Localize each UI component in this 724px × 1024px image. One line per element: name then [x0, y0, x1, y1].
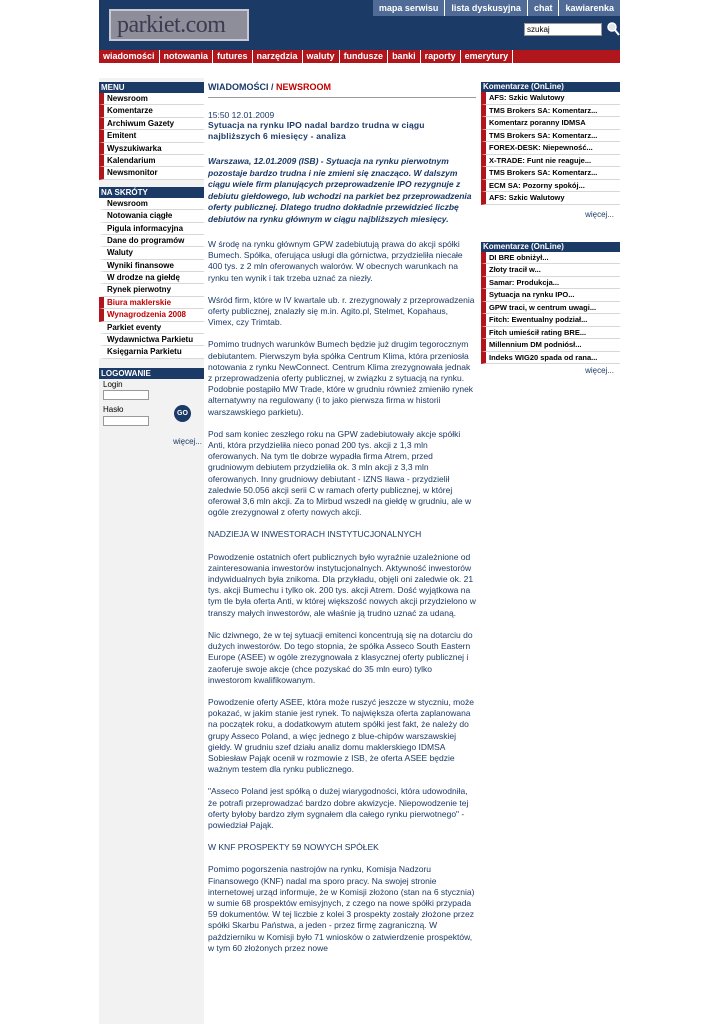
search-input[interactable]: szukaj: [524, 23, 602, 36]
nav-futures[interactable]: futures: [213, 50, 253, 63]
article-paragraph: W środę na rynku głównym GPW zadebiutują prawa do akcji spółki Bumech. Spółka, oferująca usługi dla górnictwa, przydzieliła niecałe 400 tys. z 2 mln oferowanych walorów. W obecnych warunkach na rynku ten wynik i tak trzeba uznać za niezły.: [208, 239, 463, 283]
comment-link[interactable]: AFS: Szkic Walutowy: [481, 92, 620, 105]
nav-notowania[interactable]: notowania: [160, 50, 214, 63]
article-paragraph: Powodzenie ostatnich ofert publicznych było wyraźnie uzależnione od zainteresowania inwestorów instytucjonalnych. Aktywność inwestorów indywidualnych była znikoma. Dla przykładu, objęli oni zaledwie ok. 21 tys. akcji Bumechu i tylko ok. 200 tys. akcji Atrem. Dość wyjątkowa na tym tle była oferta Anti, w której większość nowych akcji przydzielono w transzy małych inwestorów, ale właśnie ją trudno uznać za udaną.: [208, 551, 476, 618]
comment-link[interactable]: Millennium DM podniósł...: [481, 339, 620, 352]
shortcut-item[interactable]: Biura maklerskie: [99, 297, 204, 309]
comment-link[interactable]: Komentarz poranny IDMSA: [481, 117, 620, 130]
shortcut-item[interactable]: Parkiet eventy: [99, 322, 204, 334]
topnav-mapa-serwisu[interactable]: mapa serwisu: [373, 0, 445, 16]
menu-item[interactable]: Kalendarium: [99, 155, 204, 167]
topnav-chat[interactable]: chat: [527, 0, 559, 16]
article-paragraph: Nic dziwnego, że w tej sytuacji emitenci koncentrują się na dotarciu do dużych inwestorów. Do tego stopnia, że spółka Asseco South Eastern Europe (ASEE) w ogóle zrezygnowała z klasycznej oferty publicznej i zaoferuje swoje akcje (chce pozyskać do 35 mln euro) tylko inwestorom kwalifikowanym.: [208, 629, 473, 685]
article-paragraph: Wśród firm, które w IV kwartale ub. r. zrezygnowały z przeprowadzenia oferty publicznej, znalazły się m.in. Agito.pl, Stelmet, Kopahaus, Vimex, czy Trimtab.: [208, 294, 475, 328]
comment-link[interactable]: TMS Brokers SA: Komentarz...: [481, 105, 620, 118]
comments-heading: Komentarze (OnLine): [481, 82, 620, 92]
article-paragraph: Powodzenie oferty ASEE, która może ruszyć jeszcze w styczniu, może pokazać, w jakim stanie jest rynek. To największa oferta zaplanowana na początek roku, a dodatkowym atutem spółki jest fakt, że należy do grupy Asseco Poland, a więc jednego z blue-chipów warszawskiej giełdy. W grudniu szef działu analiz domu maklerskiego IDMSA Sobiesław Pająk ocenił w rozmowie z ISB, że oferta ASEE będzie ważnym testem dla rynku publicznego.: [208, 696, 474, 775]
comment-link[interactable]: Złoty tracił w...: [481, 264, 620, 277]
password-label: Hasło: [103, 404, 124, 414]
login-label: Login: [103, 379, 123, 389]
topnav-kawiarenka[interactable]: kawiarenka: [558, 0, 620, 16]
nav-banki[interactable]: banki: [388, 50, 421, 63]
article-column: [208, 82, 476, 954]
breadcrumb: [208, 82, 476, 98]
article-subheading: W KNF PROSPEKTY 59 NOWYCH SPÓŁEK: [208, 842, 379, 853]
comment-link[interactable]: ECM SA: Pozorny spokój...: [481, 180, 620, 193]
article-subheading: NADZIEJA W INWESTORACH INSTYTUCJONALNYCH: [208, 529, 422, 540]
shortcut-item[interactable]: Waluty: [99, 247, 204, 259]
menu-heading: MENU: [99, 82, 204, 93]
article-title: Sytuacja na rynku IPO nadal bardzo trudna w ciągu najbliższych 6 miesięcy - analiza: [208, 120, 425, 141]
nav-wiadomosci[interactable]: wiadomości: [99, 50, 160, 63]
main-navigation: [99, 50, 620, 63]
menu-item[interactable]: Newsmonitor: [99, 167, 204, 179]
login-more-link[interactable]: więcej...: [173, 436, 202, 446]
shortcut-item[interactable]: Wynagrodzenia 2008: [99, 309, 204, 321]
article-paragraph: Pod sam koniec zeszłego roku na GPW zadebiutowały akcje spółki Anti, która przydzieliła nieco ponad 200 tys. akcji z 1,3 mln oferowanych. Na tym tle dobrze wypadła firma Atrem, przed grudniowym debiutem przydzieliła ok. 3 mln akcji z 3,3 mln oferowanych. Inny grudniowy debiutant - IZNS Iława - przydzielił zaledwie 50.056 akcji serii C w ramach oferty publicznej, w której oferował 3,6 mln akcji. Za to Mirbud wszedł na giełdę w grudniu, ale w ogóle zrezygnował z oferty nowych akcji.: [208, 428, 472, 518]
comments-more-link[interactable]: więcej...: [585, 366, 614, 375]
nav-narzedzia[interactable]: narzędzia: [253, 50, 303, 63]
nav-fundusze[interactable]: fundusze: [340, 50, 389, 63]
shortcut-item[interactable]: Księgarnia Parkietu: [99, 346, 204, 358]
comment-link[interactable]: X-TRADE: Funt nie reaguje...: [481, 155, 620, 168]
shortcut-item[interactable]: Wyniki finansowe: [99, 260, 204, 272]
article-paragraph: Pomimo pogorszenia nastrojów na rynku, Komisja Nadzoru Finansowego (KNF) nadal ma sporo pracy. Na swojej stronie internetowej urząd informuje, że w Komisji złożono (stan na 6 stycznia) w sumie 68 prospektów emisyjnych, z czego na nowe spółki przypada 59 dokumentów. W tej liczbie z kolei 3 prospekty zostały złożone przez spółki Skarbu Państwa, a jeden - przez firmę zagraniczną. W październiku w Komisji było 71 wniosków o zatwierdzenie prospektów, w tym 60 złożonych przez nowe: [208, 864, 475, 953]
topnav-lista-dyskusyjna[interactable]: lista dyskusyjna: [444, 0, 527, 16]
password-field[interactable]: [103, 416, 149, 426]
shortcut-item[interactable]: Pigula informacyjna: [99, 223, 204, 235]
comment-link[interactable]: Fitch umieścił rating BRE...: [481, 327, 620, 340]
shortcut-item[interactable]: W drodze na giełdę: [99, 272, 204, 284]
comment-link[interactable]: Indeks WIG20 spada od rana...: [481, 352, 620, 365]
menu-item[interactable]: Komentarze: [99, 105, 204, 117]
breadcrumb-section[interactable]: WIADOMOŚCI: [208, 82, 269, 92]
nav-raporty[interactable]: raporty: [421, 50, 461, 63]
comment-link[interactable]: DI BRE obniżył...: [481, 252, 620, 265]
login-go-button[interactable]: GO: [174, 405, 191, 422]
comment-link[interactable]: AFS: Szkic Walutowy: [481, 192, 620, 205]
menu-item[interactable]: Archiwum Gazety: [99, 118, 204, 130]
comment-link[interactable]: TMS Brokers SA: Komentarz...: [481, 167, 620, 180]
comments-more-link[interactable]: więcej...: [585, 209, 614, 219]
comment-link[interactable]: FOREX-DESK: Niepewność...: [481, 142, 620, 155]
nav-emerytury[interactable]: emerytury: [461, 50, 514, 63]
article-paragraph: Pomimo trudnych warunków Bumech będzie już drugim tegorocznym debiutantem. Pierwszym była spółka Centrum Klima, która przeniosła notowania z rynku NewConnect. Centrum Klima zrezygnowała jednak z przeprowadzenia oferty publicznej, w związku z sytuacją na rynku. Podobnie postąpiło MW Trade, które w grudniu również zmieniło rynek alternatywny na regulowany (i to jako pierwsza firma w historii warszawskiego parkietu).: [208, 339, 474, 417]
top-navigation: [373, 0, 620, 16]
shortcut-item[interactable]: Newsroom: [99, 198, 204, 210]
article-datetime: 15:50 12.01.2009: [208, 110, 275, 120]
search-icon[interactable]: [606, 21, 620, 37]
shortcut-item[interactable]: Wydawnictwa Parkietu: [99, 334, 204, 346]
breadcrumb-subsection[interactable]: NEWSROOM: [276, 82, 332, 92]
comment-link[interactable]: Sytuacja na rynku IPO...: [481, 289, 620, 302]
menu-item[interactable]: Emitent: [99, 130, 204, 142]
login-heading: LOGOWANIE: [99, 368, 204, 379]
shortcut-item[interactable]: Rynek pierwotny: [99, 284, 204, 296]
site-header: [99, 0, 620, 50]
shortcuts-heading: NA SKRÓTY: [99, 187, 204, 198]
comment-link[interactable]: TMS Brokers SA: Komentarz...: [481, 130, 620, 143]
right-sidebar: [481, 82, 620, 375]
comments-heading: Komentarze (OnLine): [481, 242, 620, 252]
comment-link[interactable]: Samar: Produkcja...: [481, 277, 620, 290]
site-logo[interactable]: [109, 9, 249, 41]
article-body: [208, 239, 476, 954]
menu-item[interactable]: Wyszukiwarka: [99, 143, 204, 155]
left-sidebar: [99, 82, 204, 459]
logo-text: parkiet.com: [117, 12, 226, 38]
comment-link[interactable]: Fitch: Ewentualny podział...: [481, 314, 620, 327]
breadcrumb-separator: /: [268, 82, 277, 92]
menu-item[interactable]: Newsroom: [99, 93, 204, 105]
shortcut-item[interactable]: Notowania ciągłe: [99, 210, 204, 222]
login-field[interactable]: [103, 390, 149, 400]
comment-link[interactable]: GPW traci, w centrum uwagi...: [481, 302, 620, 315]
nav-waluty[interactable]: waluty: [303, 50, 340, 63]
article-lead: Warszawa, 12.01.2009 (ISB) - Sytuacja na rynku pierwotnym pozostaje bardzo trudna i nie zmieni się znacząco. W dalszym ciągu wiele firm planujących przeprowadzenie IPO rezygnuje z debiutu giełdowego, lub wchodzi na parkiet bez przeprowadzenia oferty publicznej. Dlatego trudno dokładnie przewidzieć liczbę debiutów na rynku głównym w ciągu najbliższych miesięcy.: [208, 156, 472, 224]
article-quote: "Asseco Poland jest spółką o dużej wiarygodności, która udowodniła, że potrafi przeprowadzać bardzo dobre akwizycje. Niepowodzenie tej oferty byłoby bardzo złym sygnałem dla całego rynku pierwotnego" - powiedział Pająk.: [208, 786, 469, 830]
shortcut-item[interactable]: Dane do programów: [99, 235, 204, 247]
login-form: [99, 379, 204, 459]
